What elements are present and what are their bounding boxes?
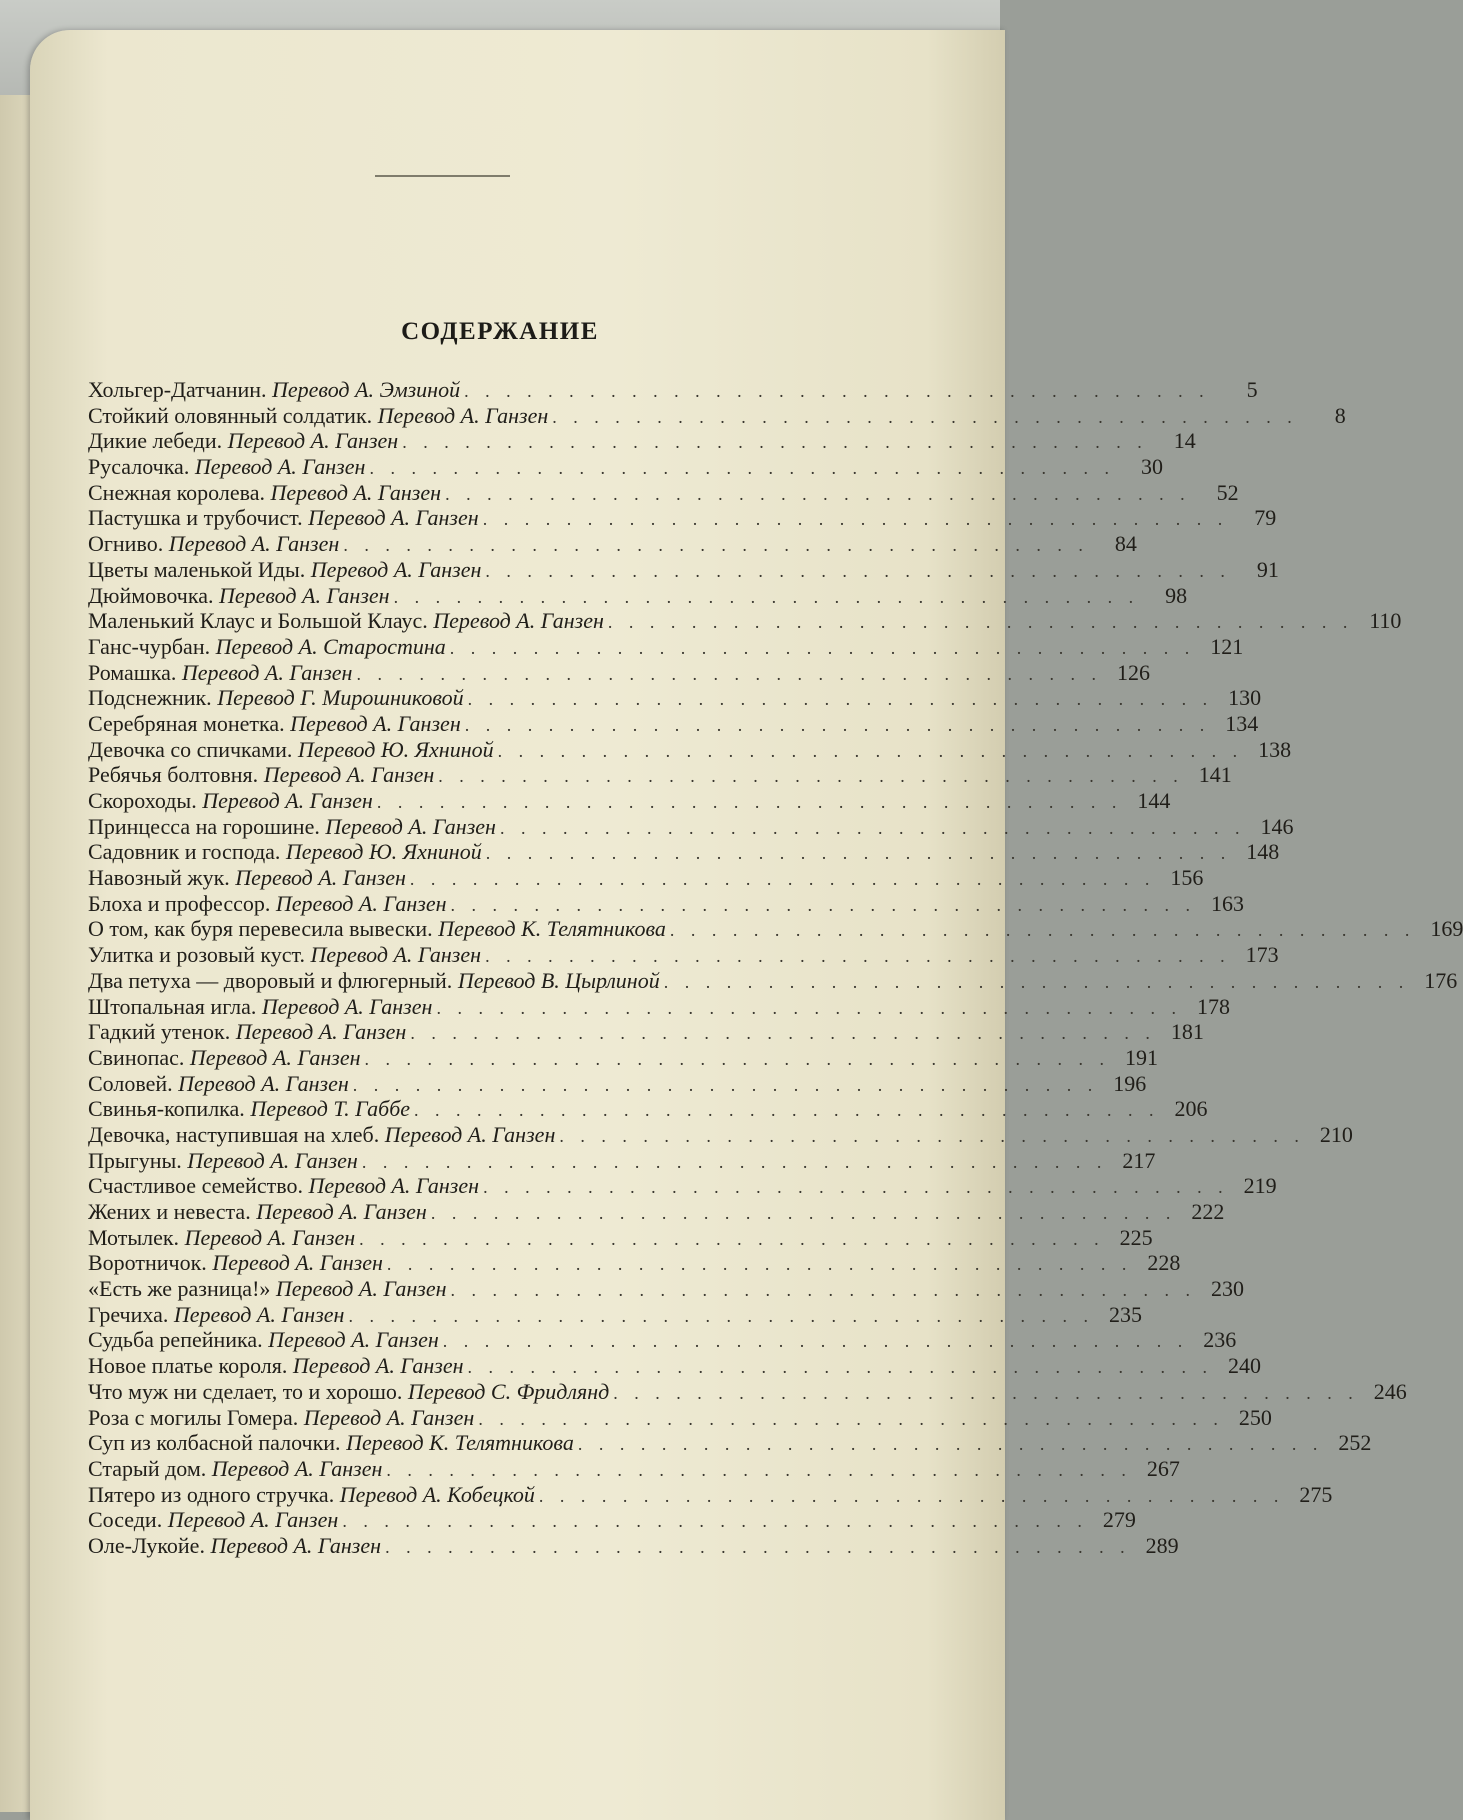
toc-entry-translator: Перевод А. Ганзен <box>290 710 461 736</box>
toc-entry-translator: Перевод А. Ганзен <box>256 1199 427 1224</box>
toc-entry-title: Огниво. <box>88 531 164 557</box>
toc-entry-translator: Перевод А. Ганзен <box>167 1507 339 1533</box>
toc-entry-translator: Перевод Ю. Яхниной <box>285 839 482 865</box>
dot-leader: . . . . . . . . . . . . . . . . . . . . . . . . . . . . . . . . . . . . <box>559 1125 1305 1146</box>
toc-entry-translator: Перевод Т. Габбе <box>250 1096 411 1122</box>
dot-leader: . . . . . . . . . . . . . . . . . . . . . . . . . . . . . . . . . . . . <box>386 1459 1132 1480</box>
toc-entry-page-number: 141 <box>1198 762 1232 788</box>
toc-entry <box>88 710 1259 737</box>
toc-entry-title: Свинопас. <box>88 1044 185 1070</box>
toc-entry-title: Улитка и розовый куст. <box>88 942 305 968</box>
toc-entry <box>88 762 1232 788</box>
toc-entry <box>88 942 1279 968</box>
toc-entry-title: Навозный жук. <box>88 865 230 891</box>
toc-entry <box>88 659 1150 686</box>
toc-entry-title: Девочка со спичками. <box>88 736 293 762</box>
toc-entry <box>88 505 1277 531</box>
dot-leader: . . . . . . . . . . . . . . . . . . . . . . . . . . . . . . . . . . . . <box>361 1151 1108 1172</box>
toc-entry <box>88 736 1292 763</box>
dot-leader: . . . . . . . . . . . . . . . . . . . . . . . . . . . . . . . . . . . . <box>348 1305 1094 1326</box>
toc-entry-title: Цветы маленькой Иды. <box>88 556 306 582</box>
toc-entry <box>88 1173 1277 1199</box>
toc-entry-translator: Перевод А. Ганзен <box>308 1173 480 1199</box>
toc-entry-page-number: 219 <box>1243 1173 1277 1199</box>
toc-entry-page-number: 91 <box>1256 556 1279 582</box>
dot-leader: . . . . . . . . . . . . . . . . . . . . . . . . . . . . . . . . . . . . <box>409 869 1156 890</box>
dot-leader: . . . . . . . . . . . . . . . . . . . . . . . . . . . . . . . . . . . . <box>438 766 1184 787</box>
toc-entry-page-number: 230 <box>1211 1276 1245 1302</box>
toc-entry-title: Старый дом. <box>88 1455 207 1481</box>
dot-leader: . . . . . . . . . . . . . . . . . . . . . . . . . . . . . . . . . . . . <box>613 1382 1359 1403</box>
toc-entry-title: Скороходы. <box>88 788 197 813</box>
toc-entry-page-number: 173 <box>1245 942 1279 968</box>
toc-entry <box>88 454 1163 480</box>
toc-entry-translator: Перевод В. Цырлиной <box>457 967 660 993</box>
toc-entry-title: Прыгуны. <box>88 1147 182 1173</box>
toc-entry <box>88 1404 1272 1431</box>
toc-entry-title: Подснежник. <box>88 685 212 711</box>
dot-leader: . . . . . . . . . . . . . . . . . . . . . . . . . . . . . . . . . . . . <box>663 971 1410 992</box>
toc-entry-title: Судьба репейника. <box>88 1327 263 1353</box>
toc-entry <box>88 1353 1262 1379</box>
toc-entry <box>88 428 1196 454</box>
toc-entry <box>88 1044 1159 1071</box>
dot-leader: . . . . . . . . . . . . . . . . . . . . . . . . . . . . . . . . . . . . <box>497 740 1244 761</box>
toc-entry-title: Стойкий оловянный солдатик. <box>88 402 373 428</box>
dot-leader: . . . . . . . . . . . . . . . . . . . . . . . . . . . . . . . . . . . . <box>385 1536 1131 1557</box>
toc-entry <box>88 377 1258 403</box>
toc-entry-page-number: 246 <box>1373 1378 1407 1404</box>
toc-entry-title: Свинья-копилка. <box>88 1096 245 1122</box>
toc-entry <box>88 479 1239 506</box>
dot-leader: . . . . . . . . . . . . . . . . . . . . . . . . . . . . . . . . . . . . <box>364 1048 1111 1069</box>
toc-entry-translator: Перевод А. Ганзен <box>235 865 406 891</box>
dot-leader: . . . . . . . . . . . . . . . . . . . . . . . . . . . . . . . . . . . . <box>485 843 1232 864</box>
toc-entry-page-number: 148 <box>1246 839 1280 865</box>
toc-entry-title: Счастливое семейство. <box>88 1173 303 1199</box>
toc-entry-title: Что муж ни сделает, то и хорошо. <box>88 1378 403 1404</box>
dot-leader: . . . . . . . . . . . . . . . . . . . . . . . . . . . . . . . . . . . . <box>450 894 1197 915</box>
toc-entry-title: Принцесса на горошине. <box>88 813 320 839</box>
toc-entry-translator: Перевод А. Ганзен <box>184 1224 356 1250</box>
toc-entry <box>88 1532 1179 1559</box>
dot-leader: . . . . . . . . . . . . . . . . . . . . . . . . . . . . . . . . . . . . <box>485 560 1231 581</box>
toc-entry-title: Жених и невеста. <box>88 1199 251 1224</box>
toc-entry-translator: Перевод А. Старостина <box>215 633 446 659</box>
toc-entry-translator: Перевод А. Ганзен <box>219 582 390 608</box>
toc-entry-translator: Перевод С. Фридлянд <box>407 1378 610 1404</box>
toc-entry-title: Два петуха — дворовый и флюгерный. <box>88 967 453 993</box>
toc-entry-page-number: 225 <box>1119 1224 1153 1250</box>
dot-leader: . . . . . . . . . . . . . . . . . . . . . . . . . . . . . . . . . . . . <box>499 817 1246 838</box>
toc-entry-page-number: 146 <box>1260 813 1294 839</box>
toc-entry-page-number: 240 <box>1228 1353 1262 1379</box>
dot-leader: . . . . . . . . . . . . . . . . . . . . . . . . . . . . . . . . . . . . <box>343 535 1089 556</box>
toc-entry-page-number: 176 <box>1424 967 1458 993</box>
dot-leader: . . . . . . . . . . . . . . . . . . . . . . . . . . . . . . . . . . . . <box>352 1074 1099 1095</box>
toc-entry-page-number: 138 <box>1258 736 1292 762</box>
toc-entry-title: Серебряная монетка. <box>88 710 285 736</box>
toc-entry <box>88 788 1171 814</box>
toc-entry-translator: Перевод А. Ганзен <box>202 788 373 813</box>
toc-entry <box>88 1199 1225 1225</box>
dot-leader: . . . . . . . . . . . . . . . . . . . . . . . . . . . . . . . . . . . . <box>445 483 1191 504</box>
toc-entry-page-number: 191 <box>1125 1044 1159 1070</box>
toc-entry-page-number: 236 <box>1203 1327 1237 1353</box>
dot-leader: . . . . . . . . . . . . . . . . . . . . . . . . . . . . . . . . . . . . <box>464 714 1211 735</box>
dot-leader: . . . . . . . . . . . . . . . . . . . . . . . . . . . . . . . . . . . . <box>449 637 1196 658</box>
toc-entry-page-number: 8 <box>1334 402 1346 428</box>
page-title: СОДЕРЖАНИЕ <box>401 318 599 345</box>
toc-entry <box>88 402 1346 429</box>
toc-entry-translator: Перевод А. Ганзен <box>275 890 447 916</box>
toc-entry-translator: Перевод А. Ганзен <box>210 1532 382 1558</box>
dot-leader: . . . . . . . . . . . . . . . . . . . . . . . . . . . . . . . . . . . . <box>464 381 1210 401</box>
dot-leader: . . . . . . . . . . . . . . . . . . . . . . . . . . . . . . . . . . . . <box>442 1331 1189 1352</box>
dot-leader: . . . . . . . . . . . . . . . . . . . . . . . . . . . . . . . . . . . . <box>552 406 1298 427</box>
toc-entry-page-number: 267 <box>1146 1455 1180 1481</box>
toc-entry <box>88 1121 1353 1148</box>
toc-entry-title: Блоха и профессор. <box>88 890 271 916</box>
toc-entry <box>88 1327 1237 1353</box>
dot-leader: . . . . . . . . . . . . . . . . . . . . . . . . . . . . . . . . . . . . <box>430 1203 1177 1223</box>
toc-entry-page-number: 126 <box>1116 659 1150 685</box>
toc-entry-translator: Перевод А. Ганзен <box>292 1353 464 1379</box>
toc-entry <box>88 1096 1208 1122</box>
toc-entry-translator: Перевод А. Ганзен <box>384 1121 556 1147</box>
toc-entry <box>88 1378 1407 1405</box>
toc-entry-page-number: 52 <box>1216 479 1239 505</box>
toc-entry-page-number: 235 <box>1108 1301 1142 1327</box>
toc-entry-page-number: 178 <box>1196 993 1230 1019</box>
toc-entry-translator: Перевод А. Ганзен <box>275 1276 447 1302</box>
dot-leader: . . . . . . . . . . . . . . . . . . . . . . . . . . . . . . . . . . . . <box>483 1177 1229 1198</box>
toc-entry-title: Гадкий утенок. <box>88 1019 231 1045</box>
toc-entry <box>88 813 1294 840</box>
toc-entry-translator: Перевод А. Ганзен <box>308 505 479 531</box>
toc-entry <box>88 582 1188 609</box>
toc-entry-translator: Перевод А. Кобецкой <box>339 1481 535 1507</box>
toc-entry-translator: Перевод А. Ганзен <box>168 531 340 557</box>
toc-entry-translator: Перевод А. Ганзен <box>268 1327 439 1353</box>
toc-entry <box>88 916 1463 942</box>
toc-entry-page-number: 250 <box>1238 1404 1272 1430</box>
toc-entry-page-number: 121 <box>1210 633 1244 659</box>
dot-leader: . . . . . . . . . . . . . . . . . . . . . . . . . . . . . . . . . . . . <box>393 586 1140 607</box>
dot-leader: . . . . . . . . . . . . . . . . . . . . . . . . . . . . . . . . . . . . <box>376 792 1123 812</box>
toc-entry-title: Маленький Клаус и Большой Клаус. <box>88 608 428 634</box>
toc-entry <box>88 556 1279 583</box>
toc-entry-translator: Перевод А. Ганзен <box>173 1301 345 1327</box>
toc-entry-translator: Перевод А. Ганзен <box>181 659 353 685</box>
toc-entry-translator: Перевод А. Ганзен <box>377 402 549 428</box>
toc-entry-title: Садовник и господа. <box>88 839 281 865</box>
toc-entry <box>88 531 1137 557</box>
toc-entry-translator: Перевод А. Ганзен <box>270 479 442 505</box>
toc-entry-translator: Перевод А. Ганзен <box>261 993 433 1019</box>
toc-entry <box>88 1276 1245 1302</box>
toc-entry <box>88 967 1458 994</box>
toc-entry <box>88 1224 1153 1251</box>
toc-entry-page-number: 169 <box>1430 916 1463 942</box>
toc-entry-title: Гречиха. <box>88 1301 169 1327</box>
toc-entry-title: Воротничок. <box>88 1250 207 1276</box>
toc-entry-title: Девочка, наступившая на хлеб. <box>88 1121 380 1147</box>
toc-entry-translator: Перевод А. Ганзен <box>325 813 496 839</box>
dot-leader: . . . . . . . . . . . . . . . . . . . . . . . . . . . . . . . . . . . . <box>538 1485 1285 1506</box>
toc-entry-translator: Перевод Ю. Яхниной <box>297 736 494 762</box>
dot-leader: . . . . . . . . . . . . . . . . . . . . . . . . . . . . . . . . . . . . <box>482 509 1229 530</box>
toc-entry <box>88 1147 1156 1174</box>
toc-entry-page-number: 289 <box>1145 1532 1179 1558</box>
toc-entry-title: Ребячья болтовня. <box>88 762 259 788</box>
dot-leader: . . . . . . . . . . . . . . . . . . . . . . . . . . . . . . . . . . . . <box>342 1511 1088 1532</box>
toc-entry-title: Пастушка и трубочист. <box>88 505 303 531</box>
toc-entry-title: Дюймовочка. <box>88 582 214 608</box>
toc-entry-page-number: 110 <box>1369 608 1402 634</box>
toc-entry-page-number: 252 <box>1338 1430 1372 1456</box>
toc-entry-translator: Перевод А. Ганзен <box>310 942 482 968</box>
toc-entry-page-number: 156 <box>1170 865 1204 891</box>
toc-entry-translator: Перевод А. Ганзен <box>235 1019 407 1045</box>
toc-entry-title: Роза с могилы Гомера. <box>88 1404 299 1430</box>
toc-entry-translator: Перевод А. Ганзен <box>227 428 399 454</box>
toc-entry <box>88 1481 1333 1508</box>
toc-entry-title: Ганс-чурбан. <box>88 633 211 659</box>
toc-entry-translator: Перевод К. Телятникова <box>438 916 666 942</box>
toc-entry <box>88 1507 1136 1533</box>
table-of-contents <box>88 377 1463 1559</box>
toc-entry-page-number: 275 <box>1299 1481 1333 1507</box>
dot-leader: . . . . . . . . . . . . . . . . . . . . . . . . . . . . . . . . . . . . <box>607 612 1354 633</box>
toc-entry-translator: Перевод А. Ганзен <box>433 608 604 634</box>
toc-entry-translator: Перевод Г. Мирошниковой <box>217 685 464 711</box>
toc-entry <box>88 1430 1372 1456</box>
toc-entry-title: Штопальная игла. <box>88 993 257 1019</box>
toc-entry <box>88 1250 1181 1276</box>
dot-leader: . . . . . . . . . . . . . . . . . . . . . . . . . . . . . . . . . . . . <box>577 1434 1324 1455</box>
toc-entry <box>88 1019 1204 1045</box>
toc-entry-page-number: 206 <box>1174 1096 1208 1122</box>
toc-entry-title: Русалочка. <box>88 454 190 480</box>
toc-entry-title: Оле-Лукойе. <box>88 1532 205 1558</box>
toc-entry-translator: Перевод К. Телятникова <box>346 1430 574 1456</box>
toc-entry-title: «Есть же разница!» <box>88 1276 271 1302</box>
toc-entry-page-number: 98 <box>1165 582 1188 608</box>
toc-entry-page-number: 279 <box>1102 1507 1136 1533</box>
dot-leader: . . . . . . . . . . . . . . . . . . . . . . . . . . . . . . . . . . . . <box>356 663 1102 684</box>
toc-entry-title: Ромашка. <box>88 659 177 685</box>
toc-entry-page-number: 79 <box>1254 505 1277 531</box>
toc-entry-page-number: 228 <box>1147 1250 1181 1276</box>
toc-entry-translator: Перевод А. Ганзен <box>310 556 482 582</box>
toc-entry-translator: Перевод А. Ганзен <box>212 1250 383 1276</box>
toc-entry-title: Дикие лебеди. <box>88 428 223 454</box>
toc-entry-page-number: 144 <box>1137 788 1171 813</box>
dot-leader: . . . . . . . . . . . . . . . . . . . . . . . . . . . . . . . . . . . . <box>467 689 1214 710</box>
dot-leader: . . . . . . . . . . . . . . . . . . . . . . . . . . . . . . . . . . . . <box>485 946 1231 967</box>
toc-entry-page-number: 163 <box>1211 890 1245 916</box>
toc-entry <box>88 865 1204 891</box>
toc-entry-title: Хольгер-Датчанин. <box>88 377 267 402</box>
toc-entry-page-number: 30 <box>1140 454 1163 480</box>
toc-entry <box>88 890 1245 917</box>
toc-entry <box>88 839 1280 865</box>
dot-leader: . . . . . . . . . . . . . . . . . . . . . . . . . . . . . . . . . . . . <box>467 1357 1214 1378</box>
toc-entry-page-number: 210 <box>1319 1121 1353 1147</box>
toc-entry-translator: Перевод А. Ганзен <box>263 762 435 788</box>
toc-entry <box>88 1070 1147 1097</box>
toc-entry-page-number: 196 <box>1113 1070 1147 1096</box>
toc-entry-title: Мотылек. <box>88 1224 180 1250</box>
toc-entry-title: Снежная королева. <box>88 479 265 505</box>
dot-leader: . . . . . . . . . . . . . . . . . . . . . . . . . . . . . . . . . . . . <box>450 1280 1197 1301</box>
toc-entry <box>88 633 1244 660</box>
dot-leader: . . . . . . . . . . . . . . . . . . . . . . . . . . . . . . . . . . . . <box>402 432 1148 453</box>
toc-entry-page-number: 222 <box>1191 1199 1225 1224</box>
dot-leader: . . . . . . . . . . . . . . . . . . . . . . . . . . . . . . . . . . . . <box>414 1100 1160 1121</box>
toc-entry-translator: Перевод А. Ганзен <box>194 454 366 480</box>
toc-entry <box>88 608 1402 634</box>
toc-entry-page-number: 134 <box>1225 710 1259 736</box>
toc-entry <box>88 993 1230 1020</box>
toc-entry-translator: Перевод А. Ганзен <box>187 1147 358 1173</box>
toc-entry-title: Суп из колбасной палочки. <box>88 1430 341 1456</box>
toc-entry-translator: Перевод А. Ганзен <box>303 1404 475 1430</box>
toc-entry-page-number: 5 <box>1246 377 1258 402</box>
toc-entry-page-number: 217 <box>1122 1147 1156 1173</box>
toc-entry-page-number: 84 <box>1114 531 1137 557</box>
toc-entry-translator: Перевод А. Ганзен <box>211 1455 383 1481</box>
toc-entry-translator: Перевод А. Ганзен <box>178 1070 349 1096</box>
dot-leader: . . . . . . . . . . . . . . . . . . . . . . . . . . . . . . . . . . . . <box>478 1408 1224 1429</box>
toc-entry-title: Соседи. <box>88 1507 163 1533</box>
toc-entry-title: Пятеро из одного стручка. <box>88 1481 335 1507</box>
dot-leader: . . . . . . . . . . . . . . . . . . . . . . . . . . . . . . . . . . . . <box>359 1228 1105 1249</box>
toc-entry <box>88 685 1262 711</box>
dot-leader: . . . . . . . . . . . . . . . . . . . . . . . . . . . . . . . . . . . . <box>369 458 1115 479</box>
dot-leader: . . . . . . . . . . . . . . . . . . . . . . . . . . . . . . . . . . . . <box>386 1254 1133 1275</box>
toc-entry-page-number: 181 <box>1170 1019 1204 1045</box>
dot-leader: . . . . . . . . . . . . . . . . . . . . . . . . . . . . . . . . . . . . <box>410 1023 1156 1044</box>
toc-entry <box>88 1301 1142 1328</box>
toc-entry-title: О том, как буря перевесила вывески. <box>88 916 433 942</box>
toc-entry-title: Новое платье короля. <box>88 1353 288 1379</box>
dot-leader: . . . . . . . . . . . . . . . . . . . . . . . . . . . . . . . . . . . . <box>669 920 1416 941</box>
toc-entry-page-number: 14 <box>1173 428 1196 454</box>
toc-entry-page-number: 130 <box>1228 685 1262 711</box>
toc-entry-translator: Перевод А. Ганзен <box>189 1044 361 1070</box>
toc-entry-title: Соловей. <box>88 1070 173 1096</box>
top-rule <box>375 175 510 177</box>
toc-entry <box>88 1455 1180 1482</box>
toc-entry-translator: Перевод А. Эмзиной <box>272 377 461 402</box>
dot-leader: . . . . . . . . . . . . . . . . . . . . . . . . . . . . . . . . . . . . <box>436 997 1182 1018</box>
